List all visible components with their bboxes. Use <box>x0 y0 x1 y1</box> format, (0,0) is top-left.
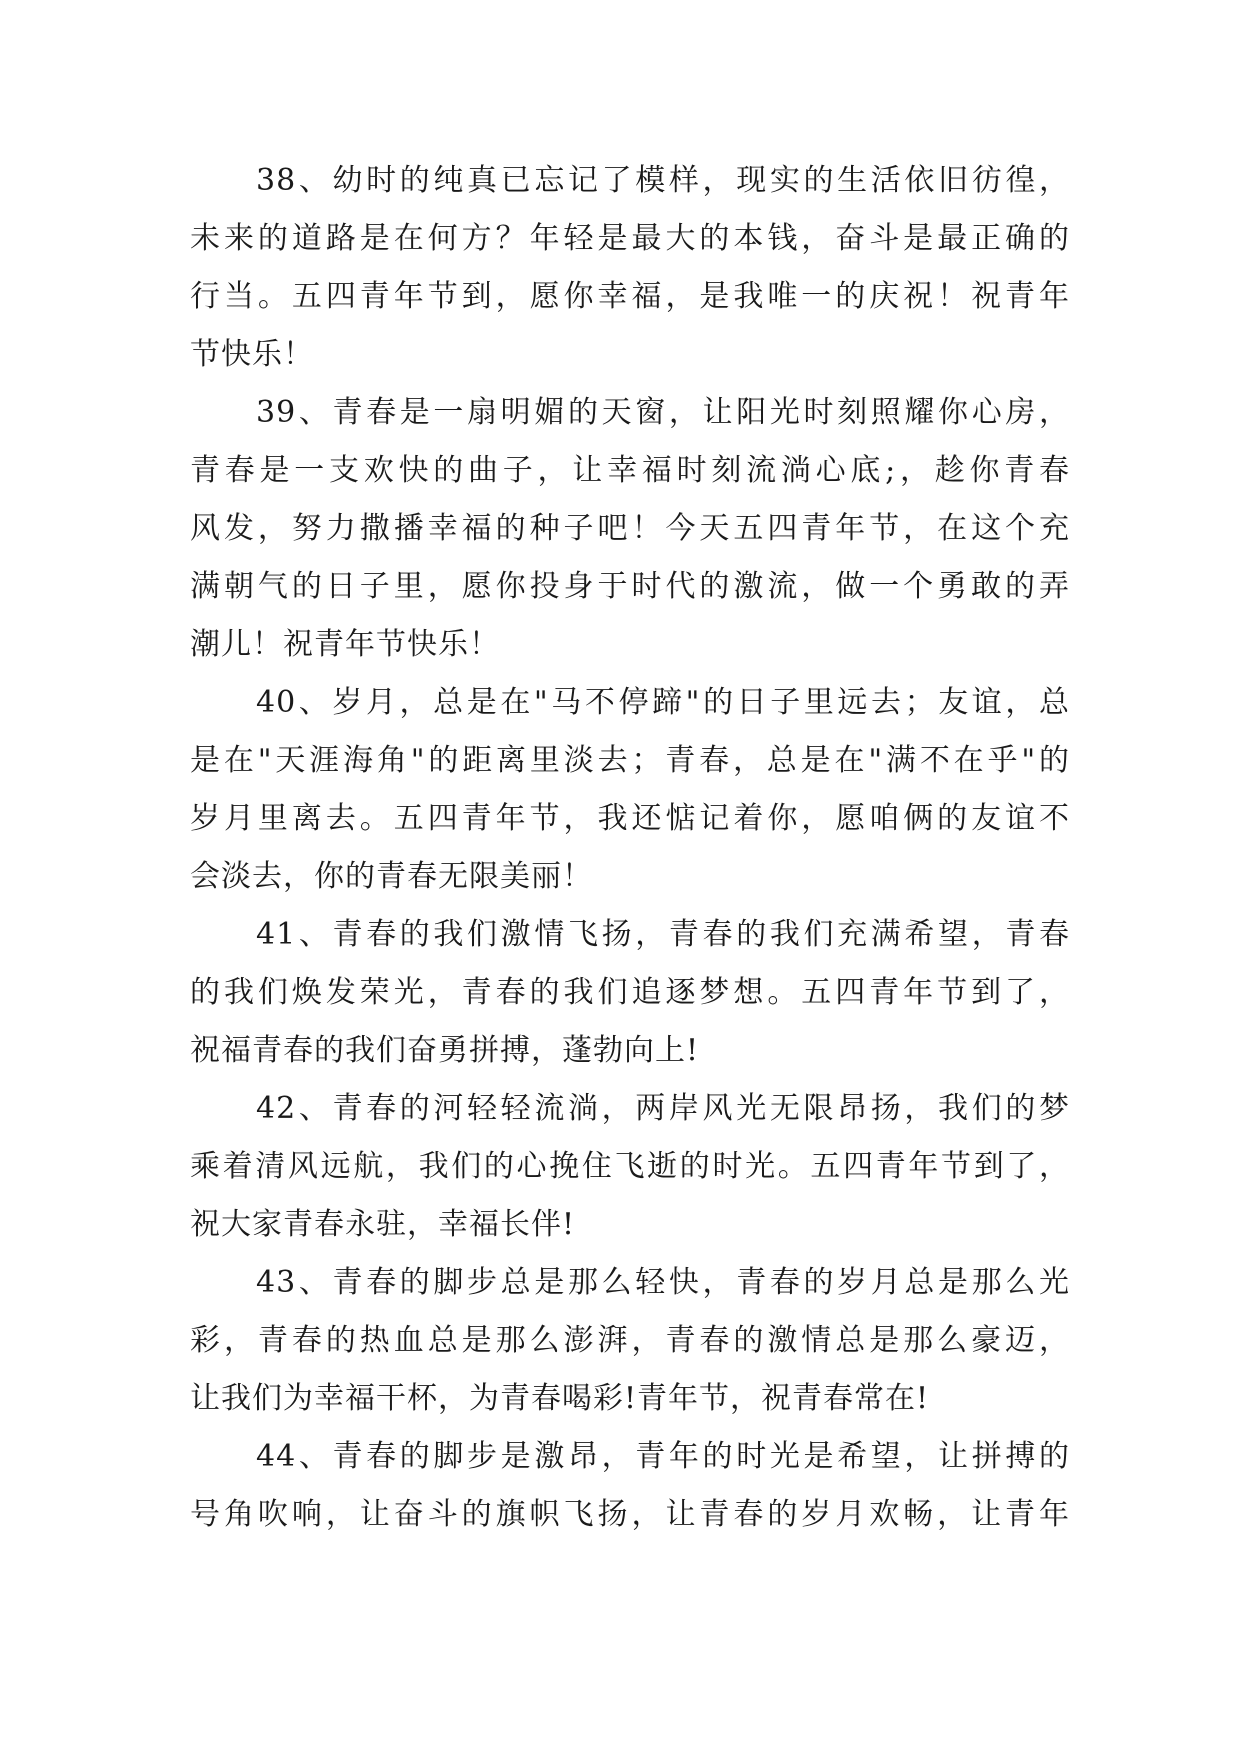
text-line: 42、青春的河轻轻流淌，两岸风光无限昂扬，我们的梦 <box>256 1091 1070 1126</box>
document-body <box>190 152 1070 1544</box>
text-line: 节快乐！ <box>190 337 314 372</box>
paragraph-41 <box>190 906 1070 1080</box>
text-line: 39、青春是一扇明媚的天窗，让阳光时刻照耀你心房， <box>256 395 1070 430</box>
paragraph-42 <box>190 1080 1070 1254</box>
text-line: 潮儿！祝青年节快乐！ <box>190 627 500 662</box>
text-line: 青春是一支欢快的曲子，让幸福时刻流淌心底;，趁你青春 <box>190 453 1070 488</box>
text-line: 38、幼时的纯真已忘记了模样，现实的生活依旧彷徨， <box>256 163 1070 198</box>
text-line: 乘着清风远航，我们的心挽住飞逝的时光。五四青年节到了， <box>190 1149 1070 1184</box>
text-line: 的我们焕发荣光，青春的我们追逐梦想。五四青年节到了， <box>190 975 1070 1010</box>
text-line: 41、青春的我们激情飞扬，青春的我们充满希望，青春 <box>256 917 1070 952</box>
text-line: 号角吹响，让奋斗的旗帜飞扬，让青春的岁月欢畅，让青年 <box>190 1497 1070 1532</box>
text-line: 风发，努力撒播幸福的种子吧！今天五四青年节，在这个充 <box>190 511 1070 546</box>
text-line: 彩，青春的热血总是那么澎湃，青春的激情总是那么豪迈， <box>190 1323 1070 1358</box>
paragraph-43 <box>190 1254 1070 1428</box>
text-line: 让我们为幸福干杯，为青春喝彩!青年节，祝青春常在! <box>190 1381 930 1416</box>
paragraph-39 <box>190 384 1070 674</box>
text-line: 岁月里离去。五四青年节，我还惦记着你，愿咱俩的友谊不 <box>190 801 1070 836</box>
paragraph-38 <box>190 152 1070 384</box>
paragraph-44 <box>190 1428 1070 1544</box>
text-line: 未来的道路是在何方？年轻是最大的本钱，奋斗是最正确的 <box>190 221 1070 256</box>
text-line: 会淡去，你的青春无限美丽！ <box>190 859 593 894</box>
text-line: 祝大家青春永驻，幸福长伴! <box>190 1207 576 1242</box>
text-line: 行当。五四青年节到，愿你幸福，是我唯一的庆祝！祝青年 <box>190 279 1070 314</box>
text-line: 祝福青春的我们奋勇拼搏，蓬勃向上! <box>190 1033 700 1068</box>
paragraph-40 <box>190 674 1070 906</box>
text-line: 44、青春的脚步是激昂，青年的时光是希望，让拼搏的 <box>256 1439 1070 1474</box>
text-line: 40、岁月，总是在"马不停蹄"的日子里远去；友谊，总 <box>256 685 1070 720</box>
text-line: 43、青春的脚步总是那么轻快，青春的岁月总是那么光 <box>256 1265 1070 1300</box>
text-line: 满朝气的日子里，愿你投身于时代的激流，做一个勇敢的弄 <box>190 569 1070 604</box>
text-line: 是在"天涯海角"的距离里淡去；青春，总是在"满不在乎"的 <box>190 743 1070 778</box>
